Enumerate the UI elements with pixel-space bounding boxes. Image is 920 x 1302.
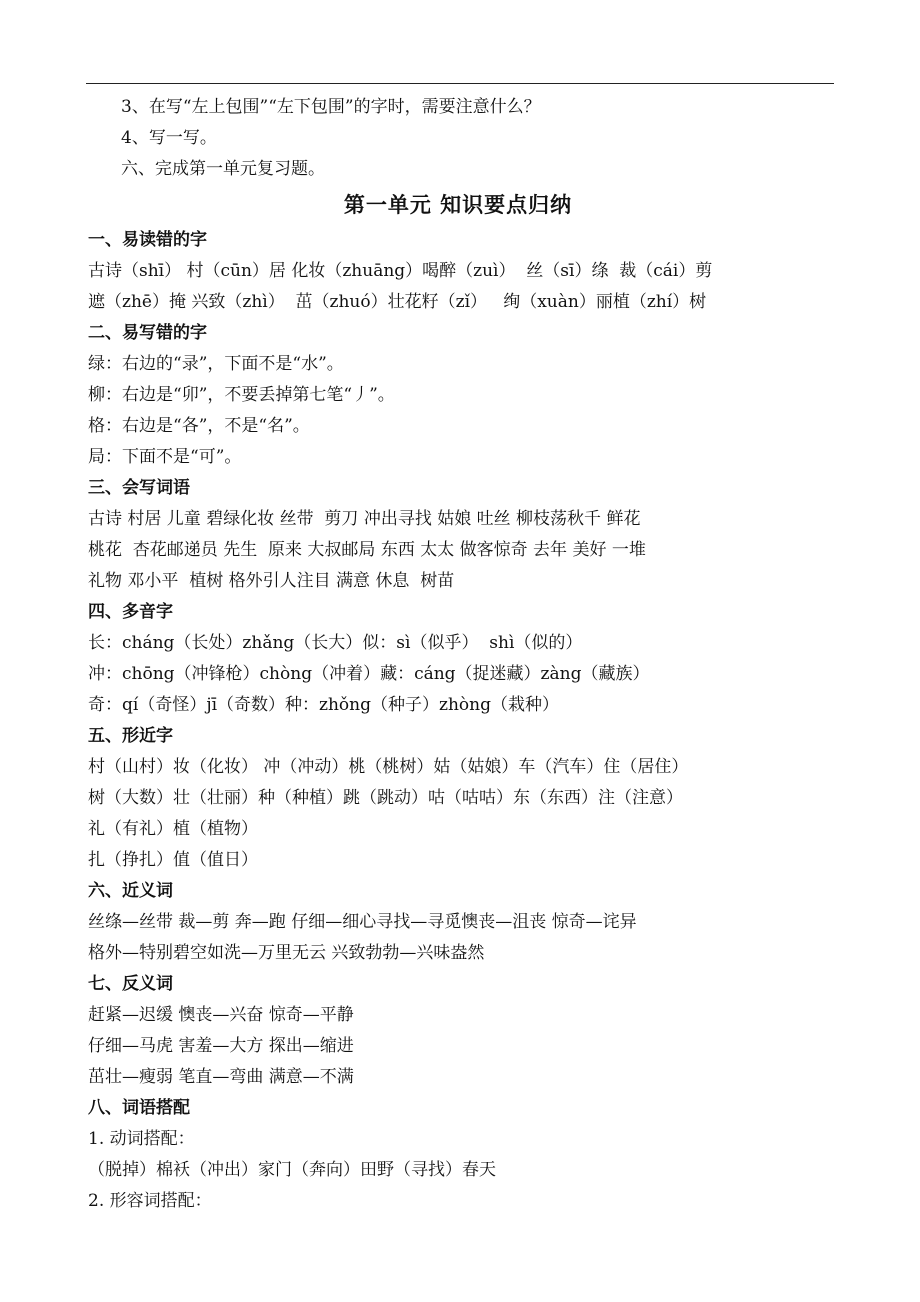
section-line: 格外—特别碧空如洗—万里无云 兴致勃勃—兴味盎然	[88, 943, 485, 963]
section-heading: 六、近义词	[88, 881, 173, 901]
section-heading: 一、易读错的字	[88, 230, 207, 250]
section-line: （脱掉）棉袄（冲出）家门（奔向）田野（寻找）春天	[88, 1160, 496, 1180]
section-line: 局：下面不是“可”。	[88, 447, 242, 467]
section-heading: 二、易写错的字	[88, 323, 207, 343]
section-line: 古诗 村居 儿童 碧绿化妆 丝带 剪刀 冲出寻找 姑娘 吐丝 柳枝荡秋千 鲜花	[88, 509, 641, 529]
section-line: 古诗（shī） 村（cūn）居 化妆（zhuāng）喝醉（zuì） 丝（sī）绦 裁（cái）剪	[88, 261, 713, 281]
section-line: 丝绦—丝带 裁—剪 奔—跑 仔细—细心寻找—寻觅懊丧—沮丧 惊奇—诧异	[88, 912, 637, 932]
section-line: 格：右边是“各”，不是“名”。	[88, 416, 310, 436]
section-line: 遮（zhē）掩 兴致（zhì） 茁（zhuó）壮花籽（zǐ） 绚（xuàn）丽植（zhí）树	[88, 292, 707, 312]
section-heading: 三、会写词语	[88, 478, 190, 498]
section-heading: 四、多音字	[88, 602, 173, 622]
section-line: 扎（挣扎）值（值日）	[88, 850, 258, 870]
section-line: 柳：右边是“卯”，不要丢掉第七笔“丿”。	[88, 385, 395, 405]
section-line: 村（山村）妆（化妆） 冲（冲动）桃（桃树）姑（姑娘）车（汽车）住（居住）	[88, 757, 689, 777]
section-heading: 七、反义词	[88, 974, 173, 994]
section-line: 2. 形容词搭配：	[88, 1191, 212, 1211]
section-line: 茁壮—瘦弱 笔直—弯曲 满意—不满	[88, 1067, 354, 1087]
section-line: 礼（有礼）植（植物）	[88, 819, 258, 839]
header-rule	[86, 83, 834, 84]
section-line: 礼物 邓小平 植树 格外引人注目 满意 休息 树苗	[88, 571, 455, 591]
page-title: 第一单元 知识要点归纳	[343, 193, 573, 217]
section-line: 赶紧—迟缓 懊丧—兴奋 惊奇—平静	[88, 1005, 354, 1025]
intro-line: 4、写一写。	[121, 128, 217, 148]
section-heading: 五、形近字	[88, 726, 173, 746]
intro-line: 六、完成第一单元复习题。	[121, 159, 325, 179]
document-page	[88, 92, 828, 1217]
section-heading: 八、词语搭配	[88, 1098, 190, 1118]
section-line: 1. 动词搭配：	[88, 1129, 195, 1149]
section-line: 冲：chōng（冲锋枪）chòng（冲着）藏：cáng（捉迷藏）zàng（藏族）	[88, 664, 650, 684]
section-line: 仔细—马虎 害羞—大方 探出—缩进	[88, 1036, 354, 1056]
section-line: 桃花 杏花邮递员 先生 原来 大叔邮局 东西 太太 做客惊奇 去年 美好 一堆	[88, 540, 646, 560]
section-line: 长：cháng（长处）zhǎng（长大）似：sì（似乎） shì（似的）	[88, 633, 583, 653]
intro-line: 3、在写“左上包围”“左下包围”的字时，需要注意什么？	[121, 97, 541, 117]
section-line: 树（大数）壮（壮丽）种（种植）跳（跳动）咕（咕咕）东（东西）注（注意）	[88, 788, 683, 808]
section-line: 绿：右边的“录”，下面不是“水”。	[88, 354, 344, 374]
section-line: 奇：qí（奇怪）jī（奇数）种：zhǒng（种子）zhòng（栽种）	[88, 695, 559, 715]
